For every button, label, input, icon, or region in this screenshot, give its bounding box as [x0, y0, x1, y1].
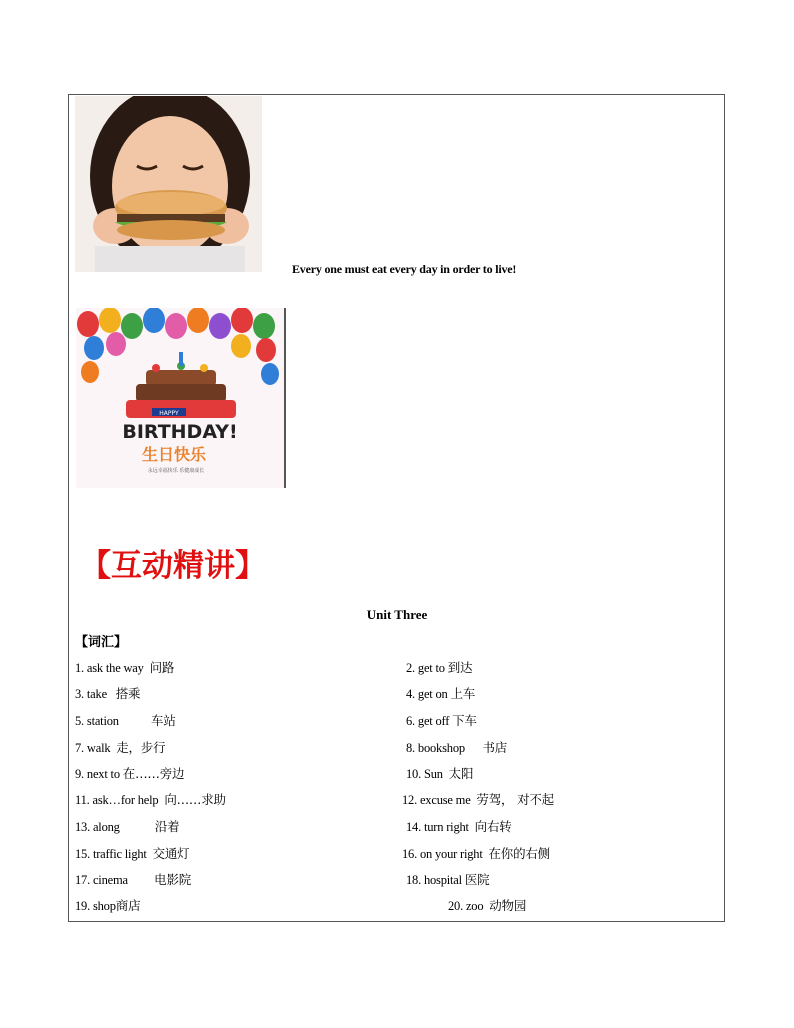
vocab-item-19: 19. shop商店	[75, 898, 141, 913]
unit-title: Unit Three	[366, 607, 428, 622]
vocab-item-11: 11. ask…for help 向……求助	[75, 792, 226, 807]
vocab-item-12: 12. excuse me 劳驾， 对不起	[402, 792, 554, 807]
birthday-poster	[76, 308, 286, 488]
vocab-item-20: 20. zoo 动物园	[448, 898, 527, 913]
vocab-item-18: 18. hospital 医院	[406, 872, 490, 887]
poster-zh-headline: 生日快乐	[141, 445, 207, 464]
section-title: 【互动精讲】	[80, 548, 266, 584]
vocab-item-7: 7. walk 走，步行	[75, 740, 166, 755]
poster-headline: BIRTHDAY!	[122, 421, 238, 443]
caption-text: Every one must eat every day in order to live!	[292, 262, 517, 276]
birthday-poster-illustration	[76, 308, 284, 488]
vocab-item-17: 17. cinema 电影院	[75, 872, 192, 887]
vocab-item-14: 14. turn right 向右转	[406, 819, 512, 834]
poster-small-line: 永远幸福快乐 乐健康成长	[147, 468, 205, 474]
vocab-item-4: 4. get on 上车	[406, 686, 476, 701]
child-eating-photo	[75, 96, 262, 272]
vocab-item-16: 16. on your right 在你的右侧	[402, 846, 550, 861]
vocab-item-2: 2. get to 到达	[406, 660, 473, 675]
vocab-item-1: 1. ask the way 问路	[75, 660, 175, 675]
vocab-heading: 【词汇】	[75, 635, 128, 650]
vocab-item-5: 5. station 车站	[75, 713, 176, 728]
vocab-item-8: 8. bookshop 书店	[406, 740, 508, 755]
vocab-item-6: 6. get off 下车	[406, 713, 477, 728]
child-eating-illustration	[75, 96, 262, 272]
vocab-item-13: 13. along 沿着	[75, 819, 180, 834]
vocab-item-3: 3. take 搭乘	[75, 686, 141, 701]
poster-banner: HAPPY	[159, 410, 179, 417]
vocab-item-10: 10. Sun 太阳	[406, 766, 474, 781]
vocab-item-15: 15. traffic light 交通灯	[75, 846, 190, 861]
vocab-item-9: 9. next to 在……旁边	[75, 766, 185, 781]
